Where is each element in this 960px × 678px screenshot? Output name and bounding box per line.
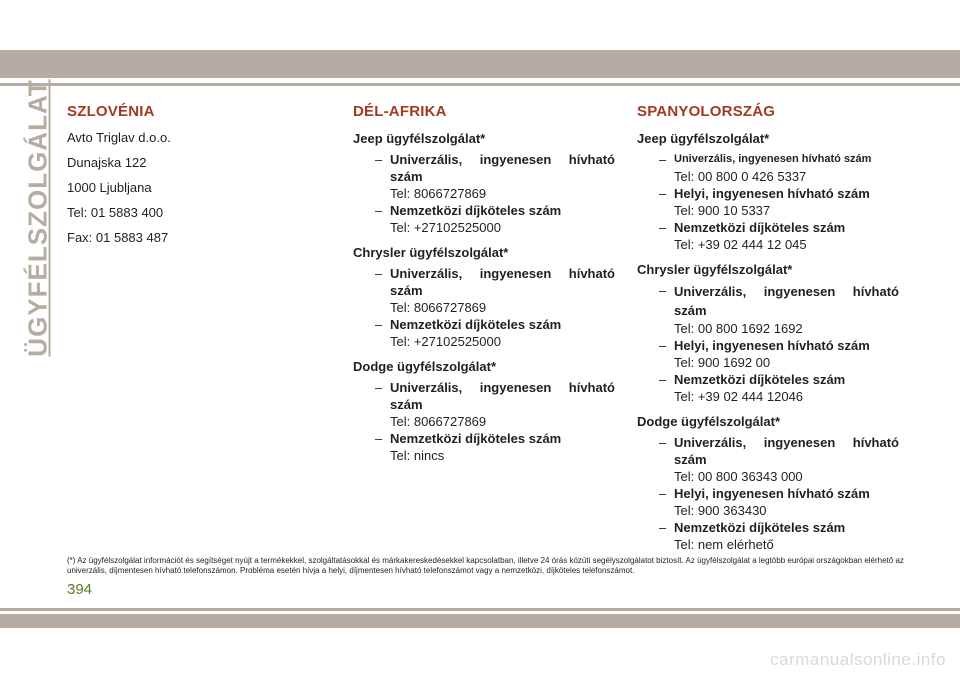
entry-tel: Tel: 00 800 36343 000 <box>674 469 803 484</box>
dash-bullet: – <box>375 152 383 167</box>
bottom-band <box>0 614 960 628</box>
entry-label: Nemzetközi díjköteles szám <box>674 520 846 535</box>
brand-title-chrysler: Chrysler ügyfélszolgálat* <box>637 262 793 277</box>
brand-title-jeep: Jeep ügyfélszolgálat* <box>637 131 770 146</box>
local-number-entry <box>637 337 899 371</box>
watermark: carmanualsonline.info <box>770 650 946 669</box>
address-line: Avto Triglav d.o.o. <box>67 130 171 145</box>
entry-label: Univerzális, ingyenesen hívható szám <box>390 266 615 298</box>
dash-bullet: – <box>375 266 383 281</box>
entry-label: Helyi, ingyenesen hívható szám <box>674 486 870 501</box>
brand-title-dodge: Dodge ügyfélszolgálat* <box>637 414 781 429</box>
universal-number-entry <box>353 151 615 202</box>
brand-title-chrysler: Chrysler ügyfélszolgálat* <box>353 245 509 260</box>
brand-title-dodge: Dodge ügyfélszolgálat* <box>353 359 497 374</box>
entry-tel: Tel: +27102525000 <box>390 220 501 235</box>
entry-label: Nemzetközi díjköteles szám <box>390 431 562 446</box>
entry-label: Nemzetközi díjköteles szám <box>390 203 562 218</box>
entry-tel: Tel: 00 800 1692 1692 <box>674 321 803 336</box>
entry-tel: Tel: 8066727869 <box>390 414 487 429</box>
entry-tel: Tel: 900 363430 <box>674 503 767 518</box>
entry-tel: Tel: 900 1692 00 <box>674 355 771 370</box>
top-band <box>0 50 960 78</box>
local-number-entry <box>637 185 899 219</box>
entry-tel: Tel: 900 10 5337 <box>674 203 771 218</box>
entry-tel: Tel: nincs <box>390 448 445 463</box>
heading-south-africa: DÉL-AFRIKA <box>353 103 447 120</box>
dash-bullet: – <box>659 435 667 450</box>
bottom-band-line <box>0 608 960 611</box>
address-line: Tel: 01 5883 400 <box>67 205 164 220</box>
universal-number-entry <box>353 265 615 316</box>
entry-label: Helyi, ingyenesen hívható szám <box>674 338 870 353</box>
address-line: 1000 Ljubljana <box>67 180 152 195</box>
dash-bullet: – <box>375 380 383 395</box>
heading-spain: SPANYOLORSZÁG <box>637 103 776 120</box>
dash-bullet: – <box>659 152 667 167</box>
intl-number-entry <box>353 316 615 350</box>
sidebar-title: ÜGYFÉLSZOLGÁLAT <box>22 79 53 357</box>
entry-label: Helyi, ingyenesen hívható szám <box>674 186 870 201</box>
entry-label: Univerzális, ingyenesen hívható szám <box>390 152 615 184</box>
column-slovenia <box>67 103 329 255</box>
dash-bullet: – <box>375 317 383 332</box>
heading-slovenia: SZLOVÉNIA <box>67 103 155 120</box>
entry-tel: Tel: 8066727869 <box>390 186 487 201</box>
dash-bullet: – <box>659 186 667 201</box>
dash-bullet: – <box>659 338 667 353</box>
intl-number-entry <box>637 219 899 253</box>
local-number-entry <box>637 485 899 519</box>
footnote: (*) Az ügyfélszolgálat információt és segítséget nyújt a termékekkel, szolgáltatásokkal és márkakereskedésekkel kapcsolatban, illetve 24 órás közúti segélyszolgálatot biztosít. Az ügyfélszolgálat a legtöbb európai országokban elérhető az univerzális, díjmentesen hívható telefonszámon. Probléma esetén hívja a helyi, díjmentesen hívható telefonszámot vagy a nemzetközi, díjköteles telefonszámot. <box>67 556 904 575</box>
entry-label: Univerzális, ingyenesen hívható szám <box>674 435 899 467</box>
intl-number-entry <box>637 371 899 405</box>
brand-title-jeep: Jeep ügyfélszolgálat* <box>353 131 486 146</box>
universal-number-entry <box>637 282 899 337</box>
entry-label: Univerzális, ingyenesen hívható szám <box>674 153 872 165</box>
column-south-africa <box>353 103 615 464</box>
address-line: Fax: 01 5883 487 <box>67 230 169 245</box>
address-line: Dunajska 122 <box>67 155 147 170</box>
entry-label: Univerzális, ingyenesen hívható szám <box>390 380 615 412</box>
entry-tel: Tel: 00 800 0 426 5337 <box>674 169 807 184</box>
intl-number-entry <box>637 519 899 553</box>
dash-bullet: – <box>659 372 667 387</box>
entry-label: Univerzális, ingyenesen hívható szám <box>674 284 899 318</box>
page-number: 394 <box>67 581 93 598</box>
entry-tel: Tel: 8066727869 <box>390 300 487 315</box>
column-spain <box>637 103 899 553</box>
dash-bullet: – <box>375 431 383 446</box>
dash-bullet: – <box>659 283 667 298</box>
entry-tel: Tel: +39 02 444 12046 <box>674 389 804 404</box>
dash-bullet: – <box>659 220 667 235</box>
top-band-line <box>0 83 960 86</box>
universal-number-entry <box>637 434 899 485</box>
entry-tel: Tel: +27102525000 <box>390 334 501 349</box>
universal-number-entry <box>353 379 615 430</box>
entry-tel: Tel: nem elérhető <box>674 537 774 552</box>
universal-number-entry <box>637 151 899 185</box>
dash-bullet: – <box>659 486 667 501</box>
intl-number-entry <box>353 202 615 236</box>
entry-label: Nemzetközi díjköteles szám <box>674 372 846 387</box>
section-sidebar <box>22 79 54 357</box>
entry-tel: Tel: +39 02 444 12 045 <box>674 237 807 252</box>
intl-number-entry <box>353 430 615 464</box>
entry-label: Nemzetközi díjköteles szám <box>674 220 846 235</box>
dash-bullet: – <box>659 520 667 535</box>
entry-label: Nemzetközi díjköteles szám <box>390 317 562 332</box>
dash-bullet: – <box>375 203 383 218</box>
